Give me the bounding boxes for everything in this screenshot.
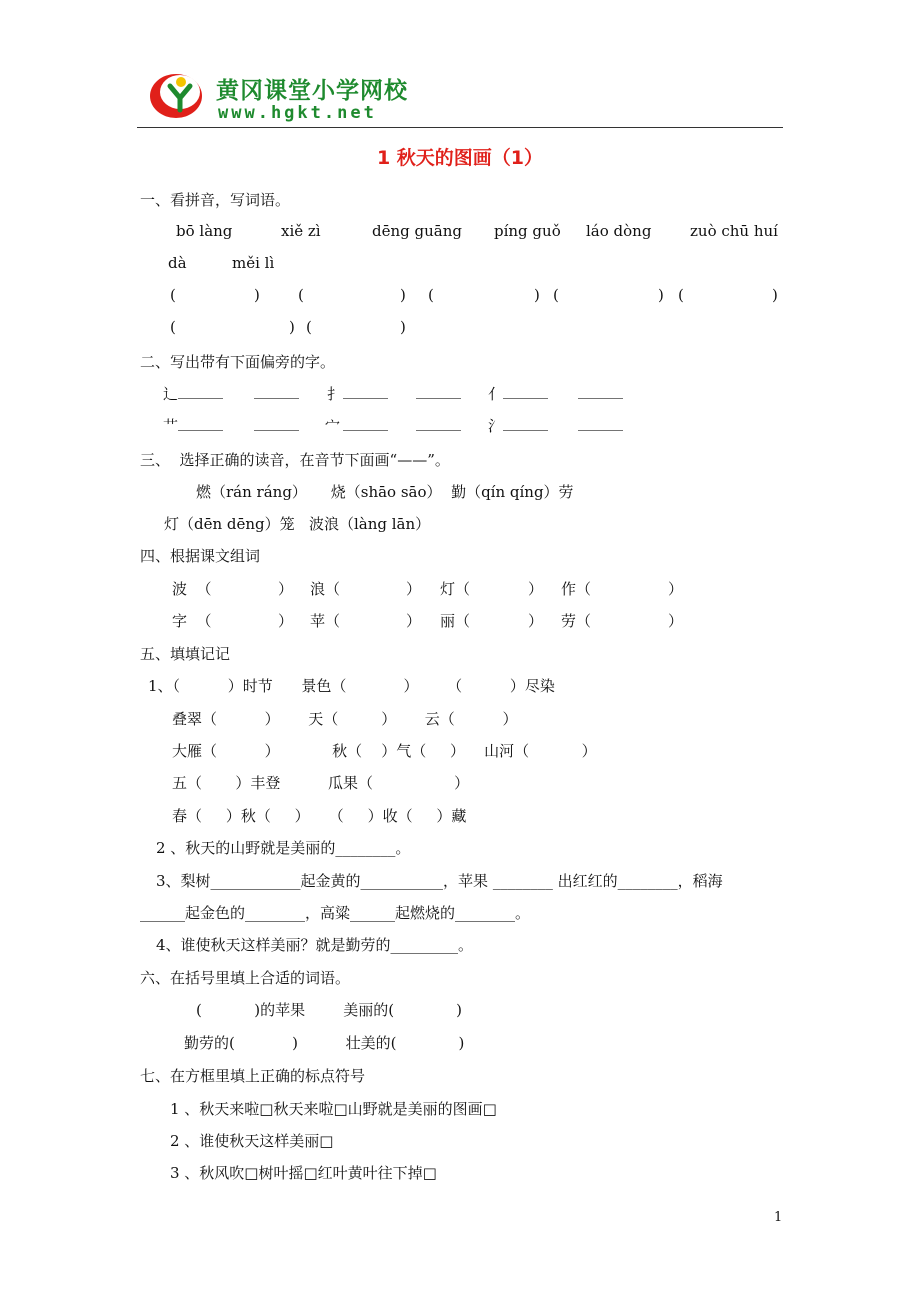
- page-number: 1: [774, 1210, 783, 1225]
- word-prompt: ）: [278, 612, 294, 630]
- answer-blank: ______: [578, 381, 623, 399]
- word-prompt: 丽（: [440, 612, 471, 630]
- answer-paren: ): [400, 286, 406, 304]
- word-prompt: ）: [278, 580, 294, 598]
- reading-choice-line: 燃（rán ráng） 烧（shāo sāo） 勤（qín qíng）劳: [196, 483, 574, 501]
- radical-label: 艹: [163, 417, 179, 435]
- idiom-line: 五（ ）丰登 瓜果（ ）: [172, 774, 470, 792]
- answer-paren: ): [254, 286, 260, 304]
- punctuation-line: 1 、秋天来啦□秋天来啦□山野就是美丽的图画□: [170, 1100, 497, 1118]
- answer-paren: (: [428, 286, 434, 304]
- answer-blank: ______: [503, 413, 548, 431]
- word-prompt: 字 （: [172, 612, 212, 630]
- radical-label: 氵: [488, 417, 504, 435]
- answer-paren: (: [170, 318, 176, 336]
- answer-blank: ______: [254, 381, 299, 399]
- section-4-heading: 四、根据课文组词: [140, 547, 261, 565]
- word-prompt: ）: [406, 612, 422, 630]
- pinyin-item: xiě zì: [281, 222, 321, 240]
- answer-paren: ): [400, 318, 406, 336]
- word-prompt: 苹（: [310, 612, 341, 630]
- answer-paren: (: [306, 318, 312, 336]
- pinyin-item: dēng guāng: [372, 222, 462, 240]
- phrase-line: ( )的苹果 美丽的( ): [196, 1001, 462, 1019]
- answer-paren: ): [289, 318, 295, 336]
- answer-blank: ______: [343, 381, 388, 399]
- word-prompt: ）: [668, 612, 684, 630]
- word-prompt: 灯（: [440, 580, 471, 598]
- reading-choice-line: 灯（dēn dēng）笼 波浪（làng lān）: [164, 515, 431, 533]
- fill-question: 4、谁使秋天这样美丽？就是勤劳的_________。: [156, 936, 474, 954]
- section-7-heading: 七、在方框里填上正确的标点符号: [140, 1067, 366, 1085]
- section-5-heading: 五、填填记记: [140, 645, 231, 663]
- punctuation-line: 3 、秋风吹□树叶摇□红叶黄叶往下掉□: [170, 1164, 437, 1182]
- pinyin-item: zuò chū huí: [690, 222, 778, 240]
- word-prompt: 劳（: [561, 612, 592, 630]
- idiom-line: 1、（ ）时节 景色（ ） （ ）尽染: [148, 677, 555, 695]
- answer-blank: ______: [343, 413, 388, 431]
- answer-paren: ): [772, 286, 778, 304]
- school-logo: [148, 68, 208, 120]
- answer-blank: ______: [416, 413, 461, 431]
- section-3-heading: 三、 选择正确的读音，在音节下面画“——”。: [140, 451, 450, 469]
- answer-paren: (: [298, 286, 304, 304]
- idiom-line: 叠翠（ ） 天（ ） 云（ ）: [172, 710, 518, 728]
- word-prompt: 作（: [561, 580, 592, 598]
- answer-paren: (: [170, 286, 176, 304]
- fill-question: 3、梨树____________起金黄的___________，苹果 ________ 出红红的________，稻海: [156, 872, 723, 890]
- answer-blank: ______: [254, 413, 299, 431]
- word-prompt: ）: [528, 580, 544, 598]
- answer-paren: ): [534, 286, 540, 304]
- pinyin-item: láo dòng: [586, 222, 652, 240]
- section-6-heading: 六、在括号里填上合适的词语。: [140, 969, 351, 987]
- answer-paren: (: [678, 286, 684, 304]
- pinyin-item: dà: [168, 254, 187, 272]
- word-prompt: ）: [668, 580, 684, 598]
- pinyin-item: měi lì: [232, 254, 275, 272]
- word-prompt: ）: [406, 580, 422, 598]
- pinyin-item: bō làng: [176, 222, 233, 240]
- word-prompt: 浪（: [310, 580, 341, 598]
- word-prompt: ）: [528, 612, 544, 630]
- section-2-heading: 二、写出带有下面偏旁的字。: [140, 353, 336, 371]
- section-1-heading: 一、看拼音，写词语。: [140, 191, 291, 209]
- pinyin-item: píng guǒ: [494, 222, 561, 240]
- answer-blank: ______: [578, 413, 623, 431]
- radical-label: 辶: [163, 385, 179, 403]
- brand-name: 黄冈课堂小学网校: [216, 78, 408, 104]
- answer-blank: ______: [503, 381, 548, 399]
- radical-label: 宀: [325, 417, 341, 435]
- answer-paren: (: [553, 286, 559, 304]
- fill-question: ______起金色的________，高粱______起燃烧的________。: [140, 904, 531, 922]
- word-prompt: 波 （: [172, 580, 212, 598]
- punctuation-line: 2 、谁使秋天这样美丽□: [170, 1132, 334, 1150]
- idiom-line: 春（ ）秋（ ） （ ）收（ ）藏: [172, 807, 467, 825]
- fill-question: 2 、秋天的山野就是美丽的________。: [156, 839, 411, 857]
- answer-paren: ): [658, 286, 664, 304]
- header-divider: [137, 127, 783, 128]
- idiom-line: 大雁（ ） 秋（ ）气（ ） 山河（ ）: [172, 742, 597, 760]
- answer-blank: ______: [178, 381, 223, 399]
- phrase-line: 勤劳的( ) 壮美的( ): [184, 1034, 465, 1052]
- radical-label: 亻: [488, 385, 504, 403]
- page-title: 1 秋天的图画（1）: [376, 147, 544, 169]
- answer-blank: ______: [178, 413, 223, 431]
- brand-url: www.hgkt.net: [218, 103, 377, 123]
- answer-blank: ______: [416, 381, 461, 399]
- radical-label: 扌: [327, 385, 343, 403]
